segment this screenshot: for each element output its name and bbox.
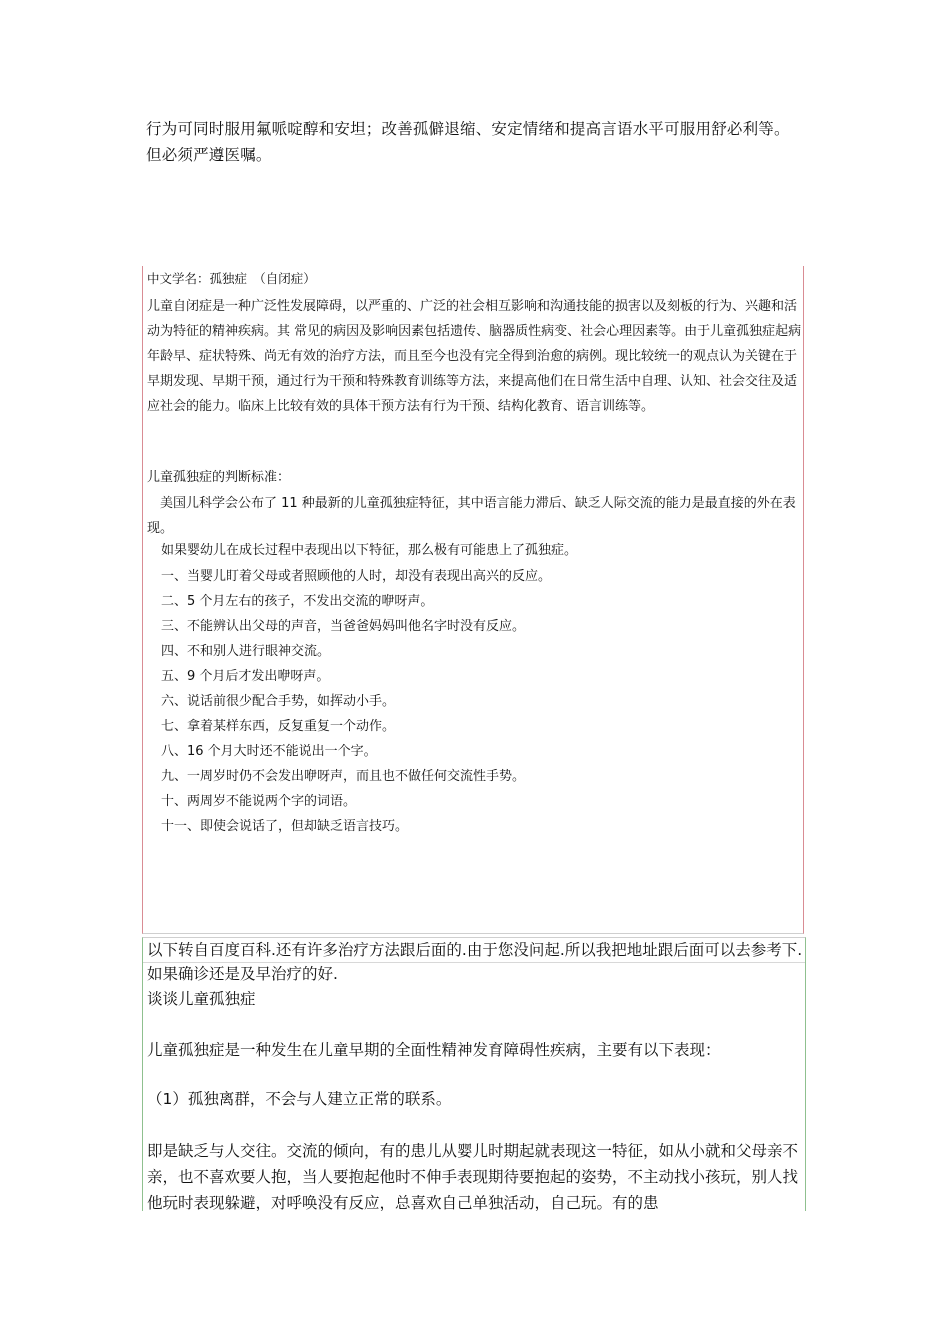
criteria-item: 六、说话前很少配合手势，如挥动小手。 xyxy=(161,694,396,709)
criteria-item: 八、16 个月大时还不能说出一个字。 xyxy=(161,744,377,759)
symptom-point-1: （1）孤独离群，不会与人建立正常的联系。 xyxy=(147,1090,452,1108)
criteria-title: 儿童孤独症的判断标准： xyxy=(147,470,291,485)
criteria-item: 三、不能辨认出父母的声音，当爸爸妈妈叫他名字时没有反应。 xyxy=(161,619,526,634)
chinese-name-line: 中文学名：孤独症 （自闭症） xyxy=(147,271,316,286)
section-subtitle: 谈谈儿童孤独症 xyxy=(147,990,256,1008)
symptom-description: 即是缺乏与人交往。交流的倾向，有的患儿从婴儿时期起就表现这一特征，如从小就和父母亲不亲，也不喜欢要人抱，当人要抱起他时不伸手表现期待要抱起的姿势，不主动找小孩玩，别人找他玩时表现躲避，对呼唤没有反应，总喜欢自己单独活动，自己玩。有的患 xyxy=(147,1142,799,1211)
criteria-item: 一、当婴儿盯着父母或者照顾他的人时，却没有表现出高兴的反应。 xyxy=(161,569,552,584)
criteria-item: 五、9 个月后才发出咿呀声。 xyxy=(161,669,330,684)
criteria-lead: 如果婴幼儿在成长过程中表现出以下特征，那么极有可能患上了孤独症。 xyxy=(161,543,578,558)
criteria-item: 十、两周岁不能说两个字的词语。 xyxy=(161,794,357,809)
divider xyxy=(143,962,805,963)
criteria-intro-paragraph: 美国儿科学会公布了 11 种最新的儿童孤独症特征，其中语言能力滞后、缺乏人际交流的能力是最直接的外在表现。 xyxy=(147,496,796,536)
criteria-item: 七、拿着某样东西，反复重复一个动作。 xyxy=(161,719,396,734)
top-paragraph-line-2: 但必须严遵医嘱。 xyxy=(146,146,272,164)
autism-overview-box xyxy=(142,266,804,934)
top-paragraph-line-1: 行为可同时服用氟哌啶醇和安坦；改善孤僻退缩、安定情绪和提高言语水平可服用舒必利等。 xyxy=(146,120,790,138)
baike-excerpt-box xyxy=(142,937,806,1211)
criteria-item: 四、不和别人进行眼神交流。 xyxy=(161,644,331,659)
criteria-item: 九、一周岁时仍不会发出咿呀声，而且也不做任何交流性手势。 xyxy=(161,769,526,784)
criteria-item: 十一、即使会说话了，但却缺乏语言技巧。 xyxy=(161,819,409,834)
autism-intro-paragraph: 儿童自闭症是一种广泛性发展障碍，以严重的、广泛的社会相互影响和沟通技能的损害以及刻板的行为、兴趣和活动为特征的精神疾病。其 常见的病因及影响因素包括遗传、脑器质性病变、社会心理因素等。由于儿童孤独症起病年龄早、症状特殊、尚无有效的治疗方法，而且至今也没有完全得到治愈的病例。现比较统一的观点认为关键在于早期发现、早期干预，通过行为干预和特殊教育训练等方法，来提高他们在日常生活中自理、认知、社会交往及适应社会的能力。临床上比较有效的具体干预方法有行为干预、结构化教育、语言训练等。 xyxy=(147,299,802,414)
top-paragraph xyxy=(146,116,826,168)
criteria-list xyxy=(161,568,551,843)
definition-paragraph: 儿童孤独症是一种发生在儿童早期的全面性精神发育障碍性疾病，主要有以下表现： xyxy=(147,1041,721,1059)
criteria-item: 二、5 个月左右的孩子，不发出交流的咿呀声。 xyxy=(161,594,434,609)
source-note: 以下转自百度百科.还有许多治疗方法跟后面的.由于您没问起.所以我把地址跟后面可以去参考下.如果确诊还是及早治疗的好. xyxy=(147,941,803,983)
